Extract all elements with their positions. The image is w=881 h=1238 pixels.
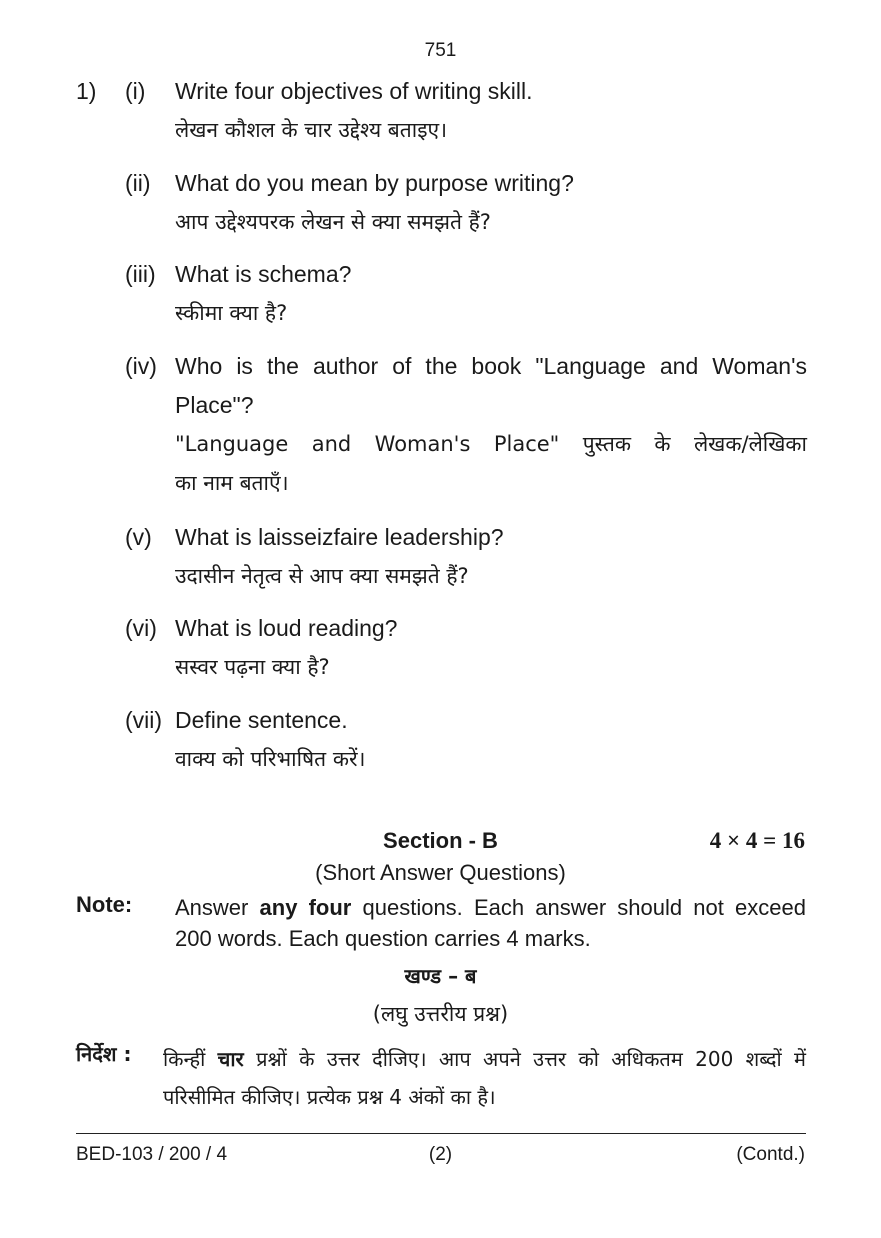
question-item-ii bbox=[125, 164, 807, 242]
item-roman: (iii) bbox=[125, 261, 156, 287]
question-item-v bbox=[125, 518, 807, 596]
note-pre-hi: किन्हीं bbox=[163, 1047, 206, 1071]
question-number: 1) bbox=[76, 78, 97, 104]
footer-page: (2) bbox=[428, 1144, 453, 1165]
page-number: 751 bbox=[424, 40, 457, 61]
footer-code: BED-103 / 200 / 4 bbox=[76, 1144, 228, 1165]
question-text-hi: आप उद्देश्यपरक लेखन से क्या समझते हैं? bbox=[175, 210, 491, 234]
note-label: Note: bbox=[76, 892, 133, 917]
section-title-hi: खण्ड – ब bbox=[404, 964, 477, 988]
footer-contd: (Contd.) bbox=[736, 1144, 805, 1165]
footer-divider bbox=[76, 1133, 806, 1134]
question-text-en-line1: Who is the author of the book "Language and Woman's bbox=[175, 353, 807, 379]
question-text-en: Write four objectives of writing skill. bbox=[175, 78, 533, 104]
note-pre: Answer bbox=[175, 895, 249, 920]
question-text-hi: उदासीन नेतृत्व से आप क्या समझते हैं? bbox=[175, 564, 469, 588]
item-roman: (vi) bbox=[125, 615, 157, 641]
note-post-hi: प्रश्नों के उत्तर दीजिए। आप अपने उत्तर को अधिकतम 200 शब्दों में परिसीमित कीजिए। प्रत्येक प्रश्न 4 अंकों का है। bbox=[163, 1047, 806, 1109]
section-subtitle-hi: (लघु उत्तरीय प्रश्न) bbox=[372, 1002, 509, 1026]
question-text-hi-line1: "Language and Woman's Place" पुस्तक के लेखक/लेखिका bbox=[175, 432, 807, 456]
question-text-hi: सस्वर पढ़ना क्या है? bbox=[175, 655, 330, 679]
question-item-vii bbox=[125, 701, 807, 779]
question-item-iv bbox=[125, 347, 807, 503]
question-item-i bbox=[125, 72, 807, 150]
note-text-hi bbox=[163, 1040, 806, 1116]
question-text-en: What is schema? bbox=[175, 261, 352, 287]
item-roman: (i) bbox=[125, 78, 146, 104]
item-roman: (ii) bbox=[125, 170, 151, 196]
item-roman: (vii) bbox=[125, 707, 163, 733]
item-roman: (iv) bbox=[125, 353, 157, 379]
question-text-en: Define sentence. bbox=[175, 707, 348, 733]
question-text-hi: स्कीमा क्या है? bbox=[175, 301, 288, 325]
question-text-hi: वाक्य को परिभाषित करें। bbox=[175, 747, 366, 771]
question-text-en: What do you mean by purpose writing? bbox=[175, 170, 574, 196]
section-subtitle: (Short Answer Questions) bbox=[315, 860, 566, 885]
note-post: questions. Each answer should not exceed 200 words. Each question carries 4 marks. bbox=[175, 895, 806, 951]
question-text-hi-line2: का नाम बताएँ। bbox=[175, 471, 289, 495]
note-label-hi: निर्देश : bbox=[76, 1042, 132, 1066]
question-text-en: What is laisseizfaire leadership? bbox=[175, 524, 504, 550]
question-text-hi: लेखन कौशल के चार उद्देश्य बताइए। bbox=[175, 118, 448, 142]
note-text bbox=[175, 892, 806, 954]
question-text-en-line2: Place"? bbox=[175, 392, 254, 418]
question-item-vi bbox=[125, 609, 807, 687]
note-bold-hi: चार bbox=[217, 1047, 244, 1071]
section-title: Section - B bbox=[383, 828, 498, 853]
question-item-iii bbox=[125, 255, 807, 333]
section-marks: 4 × 4 = 16 bbox=[709, 828, 805, 853]
item-roman: (v) bbox=[125, 524, 152, 550]
note-bold: any four bbox=[259, 895, 352, 920]
question-text-en: What is loud reading? bbox=[175, 615, 398, 641]
